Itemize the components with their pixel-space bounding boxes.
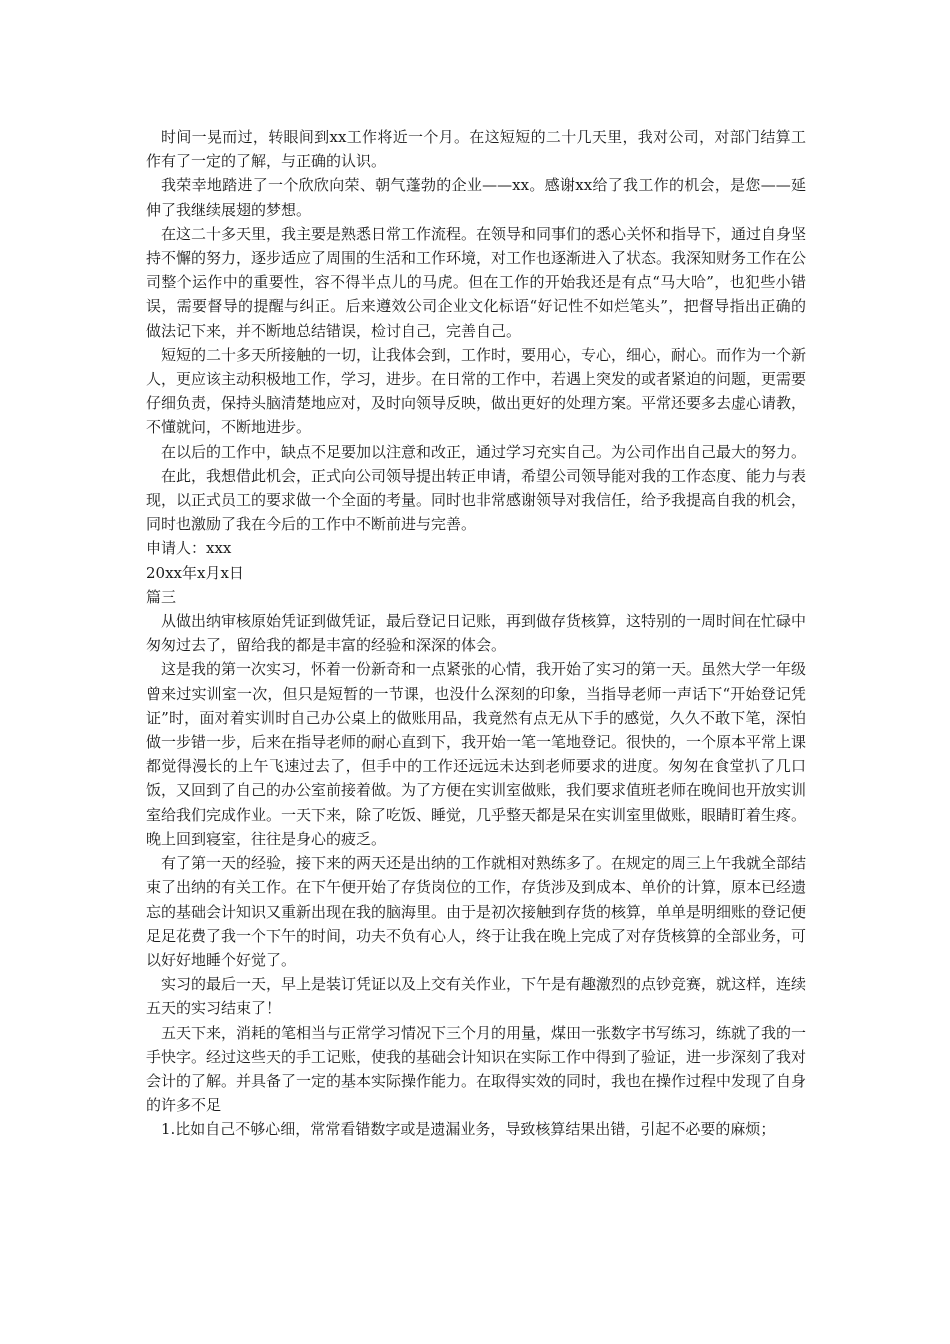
- paragraph: 时间一晃而过，转眼间到xx工作将近一个月。在这短短的二十几天里，我对公司，对部门结算工作有了一定的了解，与正确的认识。: [146, 128, 806, 171]
- paragraph: 在以后的工作中，缺点不足要加以注意和改正，通过学习充实自己。为公司作出自己最大的努力。: [161, 442, 807, 461]
- paragraph: 在此，我想借此机会，正式向公司领导提出转正申请，希望公司领导能对我的工作态度、能力与表现，以正式员工的要求做一个全面的考量。同时也非常感谢领导对我信任，给予我提高自我的机会，同时也激励了我在今后的工作中不断前进与完善。: [146, 466, 807, 534]
- paragraph: 我荣幸地踏进了一个欣欣向荣、朝气蓬勃的企业——xx。感谢xx给了我工作的机会，是您——延伸了我继续展翅的梦想。: [146, 176, 806, 219]
- paragraph: 在这二十多天里，我主要是熟悉日常工作流程。在领导和同事们的悉心关怀和指导下，通过自身坚持不懈的努力，逐步适应了周围的生活和工作环境，对工作也逐渐进入了状态。我深知财务工作在公司整个运作中的重要性，容不得半点儿的马虎。但在工作的开始我还是有点“马大哈”，也犯些小错误，需要督导的提醒与纠正。后来遵效公司企业文化标语“好记性不如烂笔头”，把督导指出正确的做法记下来，并不断地总结错误，检讨自己，完善自己。: [146, 224, 807, 340]
- section-heading: 篇三: [146, 587, 177, 606]
- paragraph: 短短的二十多天所接触的一切，让我体会到，工作时，要用心，专心，细心，耐心。而作为一个新人，更应该主动积极地工作，学习，进步。在日常的工作中，若遇上突发的或者紧迫的问题，更需要仔细负责，保持头脑清楚地应对，及时向领导反映，做出更好的处理方案。平常还要多去虚心请教，不懂就问，不断地进步。: [146, 345, 807, 437]
- paragraph: 五天下来，消耗的笔相当与正常学习情况下三个月的用量，煤田一张数字书写练习，练就了我的一手快字。经过这些天的手工记账，使我的基础会计知识在实际工作中得到了验证，进一步深刻了我对会计的了解。并具备了一定的基本实际操作能力。在取得实效的同时，我也在操作过程中发现了自身的许多不足: [146, 1023, 807, 1115]
- paragraph: 这是我的第一次实习，怀着一份新奇和一点紧张的心情，我开始了实习的第一天。虽然大学一年级曾来过实训室一次，但只是短暂的一节课，也没什么深刻的印象，当指导老师一声话下“开始登记凭证”时，面对着实训时自己办公桌上的做账用品，我竟然有点无从下手的感觉，久久不敢下笔，深怕做一步错一步，后来在指导老师的耐心直到下，我开始一笔一笔地登记。很快的，一个原本平常上课都觉得漫长的上午飞速过去了，但手中的工作还远远未达到老师要求的进度。匆匆在食堂扒了几口饭，又回到了自己的办公室前接着做。为了方便在实训室做账，我们要求值班老师在晚间也开放实训室给我们完成作业。一天下来，除了吃饭、睡觉，几乎整天都是呆在实训室里做账，眼睛盯着生疼。晚上回到寝室，往往是身心的疲乏。: [146, 660, 807, 848]
- application-date: 20xx年x月x日: [146, 563, 244, 582]
- list-item: 1.比如自己不够心细，常常看错数字或是遗漏业务，导致核算结果出错，引起不必要的麻烦；: [161, 1120, 776, 1139]
- paragraph: 实习的最后一天，早上是装订凭证以及上交有关作业，下午是有趣激烈的点钞竞赛，就这样，连续五天的实习结束了！: [146, 975, 807, 1018]
- document-body: [146, 125, 806, 1142]
- paragraph: 有了第一天的经验，接下来的两天还是出纳的工作就相对熟练多了。在规定的周三上午我就全部结束了出纳的有关工作。在下午便开始了存货岗位的工作，存货涉及到成本、单价的计算，原本已经遗忘的基础会计知识又重新出现在我的脑海里。由于是初次接触到存货的核算，单单是明细账的登记便足足花费了我一个下午的时间，功夫不负有心人，终于让我在晚上完成了对存货核算的全部业务，可以好好地睡个好觉了。: [146, 854, 807, 969]
- paragraph: 从做出纳审核原始凭证到做凭证，最后登记日记账，再到做存货核算，这特别的一周时间在忙碌中匆匆过去了，留给我的都是丰富的经验和深深的体会。: [146, 612, 807, 655]
- applicant-signature: 申请人：xxx: [146, 539, 232, 558]
